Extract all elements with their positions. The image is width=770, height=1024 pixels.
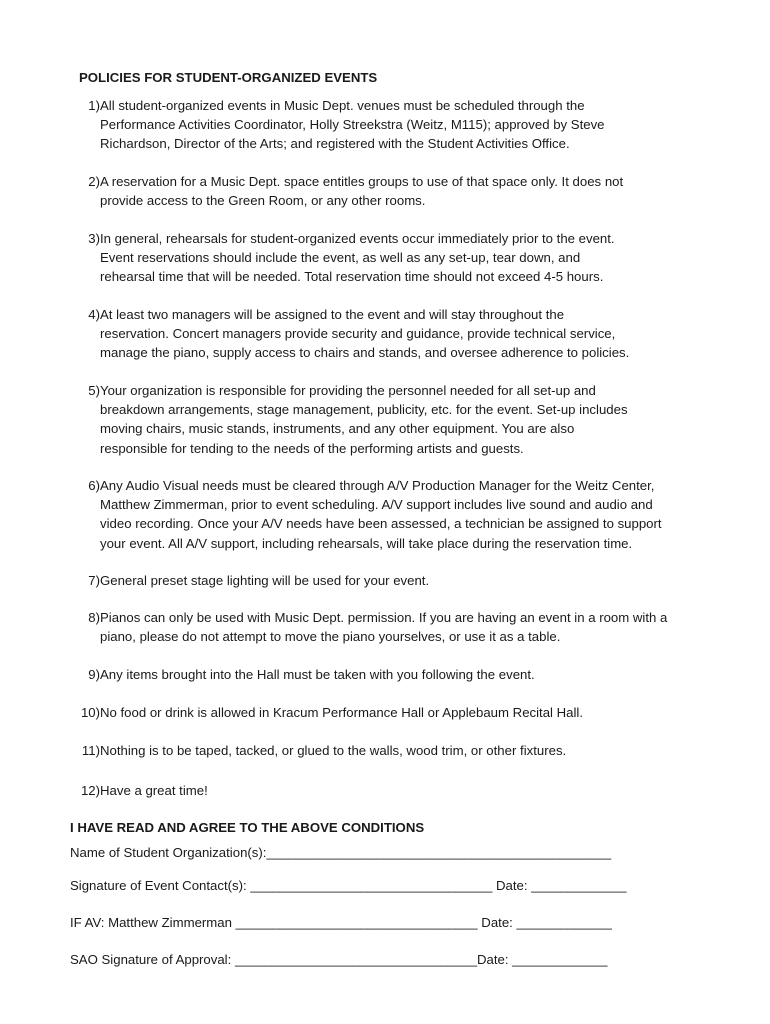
policy-item: [70, 172, 710, 210]
organization-name-line: Name of Student Organization(s):_______________________________________________: [70, 845, 612, 860]
policy-item: [70, 229, 710, 287]
policy-text-line: Have a great time!: [100, 783, 208, 798]
policy-text-line: Any items brought into the Hall must be taken with you following the event.: [100, 667, 535, 682]
policy-number: 4): [88, 307, 100, 322]
policy-number: 9): [88, 667, 100, 682]
policy-text: [100, 172, 710, 210]
policy-text-line: General preset stage lighting will be used for your event.: [100, 573, 430, 588]
policy-text-line: Nothing is to be taped, tacked, or glued to the walls, wood trim, or other fixtures.: [100, 743, 567, 758]
policy-number: 12): [80, 783, 100, 798]
policy-text: [100, 305, 710, 363]
policy-text: [100, 741, 710, 760]
policy-text-line: Your organization is responsible for providing the personnel needed for all set-up and: [100, 383, 596, 398]
policy-item: [70, 665, 710, 684]
policy-item: [70, 305, 710, 363]
policy-number: 11): [81, 743, 100, 758]
policy-number: 1): [88, 98, 100, 113]
sao-approval-signature-line: SAO Signature of Approval: _________________________________Date: _____________: [70, 952, 608, 967]
policy-text-line: moving chairs, music stands, instruments, and any other equipment. You are also: [100, 421, 575, 437]
policy-text: [100, 665, 710, 684]
event-contact-signature-line: Signature of Event Contact(s): _________________________________ Date: _____________: [70, 878, 627, 893]
agreement-heading: I HAVE READ AND AGREE TO THE ABOVE CONDITIONS: [70, 820, 425, 835]
policy-number: 10): [80, 705, 100, 720]
policy-text-line: At least two managers will be assigned to the event and will stay throughout the: [100, 307, 565, 322]
policy-item: [70, 381, 710, 458]
policy-text-line: piano, please do not attempt to move the piano yourselves, or use it as a table.: [100, 629, 561, 645]
policy-item: [70, 96, 710, 154]
policy-number: 8): [88, 610, 100, 625]
policy-item: [70, 571, 710, 590]
policy-text: [100, 96, 710, 154]
policy-text-line: Richardson, Director of the Arts; and registered with the Student Activities Office.: [100, 136, 570, 152]
policy-text-line: A reservation for a Music Dept. space entitles groups to use of that space only. It does not: [100, 174, 624, 189]
policy-text-line: provide access to the Green Room, or any other rooms.: [100, 193, 426, 209]
policy-text: [100, 781, 710, 800]
policy-text: [100, 608, 710, 646]
policy-text-line: No food or drink is allowed in Kracum Performance Hall or Applebaum Recital Hall.: [100, 705, 584, 720]
policy-item: [70, 741, 710, 760]
policy-text-line: breakdown arrangements, stage management, publicity, etc. for the event. Set-up includes: [100, 402, 628, 418]
policy-text-line: Pianos can only be used with Music Dept. permission. If you are having an event in a room with a: [100, 610, 668, 625]
policy-text-line: rehearsal time that will be needed. Total reservation time should not exceed 4-5 hours.: [100, 269, 604, 285]
policy-text: [100, 703, 710, 722]
policy-text-line: In general, rehearsals for student-organized events occur immediately prior to the event.: [100, 231, 615, 246]
policy-text-line: Performance Activities Coordinator, Holly Streekstra (Weitz, M115); approved by Steve: [100, 117, 605, 133]
policy-item: [70, 781, 710, 800]
policy-text: [100, 476, 710, 553]
policy-text-line: Matthew Zimmerman, prior to event scheduling. A/V support includes live sound and audio and: [100, 497, 653, 513]
policy-text-line: Event reservations should include the event, as well as any set-up, tear down, and: [100, 250, 581, 266]
policy-number: 5): [88, 383, 100, 398]
policy-text-line: Any Audio Visual needs must be cleared through A/V Production Manager for the Weitz Center,: [100, 478, 655, 493]
policy-text: [100, 381, 710, 458]
policy-text-line: All student-organized events in Music Dept. venues must be scheduled through the: [100, 98, 585, 113]
policy-text: [100, 571, 710, 590]
policy-item: [70, 703, 710, 722]
policy-item: [70, 608, 710, 646]
av-manager-signature-line: IF AV: Matthew Zimmerman _________________________________ Date: _____________: [70, 915, 612, 930]
policy-number: 3): [88, 231, 100, 246]
policy-text-line: responsible for tending to the needs of the performing artists and guests.: [100, 440, 524, 456]
policy-number: 6): [88, 478, 100, 493]
document-title: POLICIES FOR STUDENT-ORGANIZED EVENTS: [79, 70, 378, 85]
policy-number: 7): [88, 573, 100, 588]
policy-text-line: manage the piano, supply access to chairs and stands, and oversee adherence to policies.: [100, 345, 630, 361]
policy-number: 2): [88, 174, 100, 189]
policy-text-line: your event. All A/V support, including rehearsals, will take place during the reservation time.: [100, 535, 633, 551]
policy-text: [100, 229, 710, 287]
policy-item: [70, 476, 710, 553]
policy-text-line: video recording. Once your A/V needs have been assessed, a technician be assigned to support: [100, 516, 662, 532]
policy-text-line: reservation. Concert managers provide security and guidance, provide technical service,: [100, 326, 616, 342]
